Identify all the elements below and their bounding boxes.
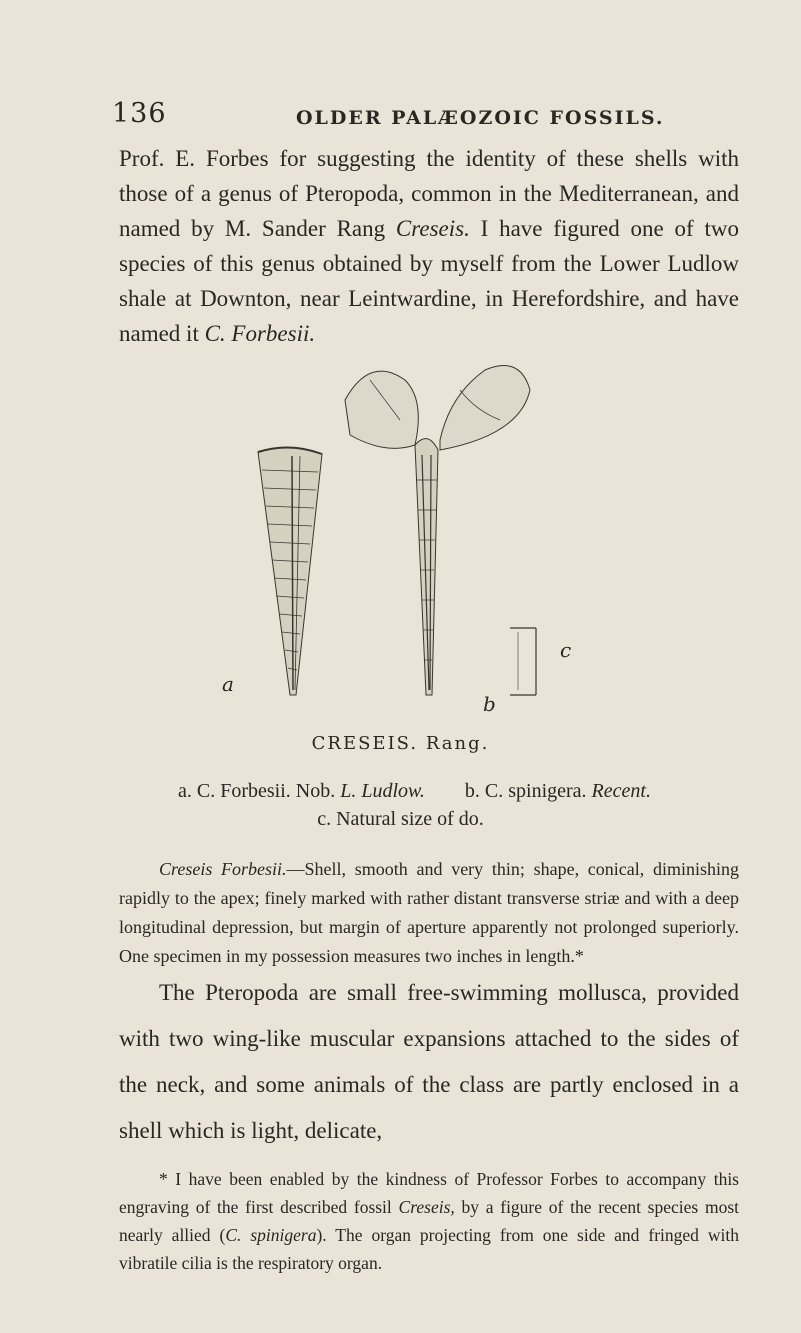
figure-label-c: c: [560, 638, 572, 662]
figure-legend-c: c. Natural size of do.: [317, 808, 484, 830]
footnote-italic-1: Creseis,: [398, 1197, 455, 1217]
page-header: [112, 98, 741, 138]
intro-genus: Creseis.: [395, 216, 470, 241]
description-text: —Shell, smooth and very thin; shape, conical, diminishing rapidly to the apex; finely marked with rather distant transverse striæ and with a deep longitudinal depression, but margin of aperture apparently not prolonged superiorly. One specimen in my possession measures two inches in length.*: [119, 859, 739, 966]
footnote-text-c: ). The organ projecting from one side and fringed with vibratile cilia is the respiratory organ.: [119, 1225, 739, 1273]
intro-text-b: I have figured one of two species of this genus obtained by myself from the Lower Ludlow shale at Downton, near Leintwardine, in Herefordshire, and have named it: [119, 216, 739, 346]
footnote: [119, 1165, 739, 1277]
footnote-text-b: by a figure of the recent species most nearly allied (: [119, 1197, 739, 1245]
legend-b-italic: Recent.: [591, 780, 651, 802]
pteropoda-text: The Pteropoda are small free-swimming mollusca, provided with two wing-like muscular expansions attached to the sides of the neck, and some animals of the class are partly enclosed in a shell which is light, delicate,: [119, 980, 739, 1143]
intro-species: C. Forbesii.: [204, 321, 316, 346]
intro-text-a: Prof. E. Forbes for suggesting the identity of these shells with those of a genus of Pteropoda, common in the Mediterranean, and named by M. Sander Rang: [119, 146, 739, 241]
shell-a-drawing: [258, 447, 322, 695]
intro-paragraph: [119, 141, 739, 351]
shell-engraving: [200, 360, 620, 720]
running-title: OLDER PALÆOZOIC FOSSILS.: [296, 107, 665, 129]
figure-caption-title: CRESEIS. Rang.: [311, 733, 490, 754]
legend-b: b. C. spinigera.: [464, 780, 592, 802]
pteropoda-paragraph: [119, 970, 739, 1154]
figure-legend-ab: [178, 780, 738, 803]
page-number: 136: [112, 98, 167, 129]
creseis-figure: [200, 360, 620, 720]
species-description: [119, 855, 739, 971]
footnote-text-a: * I have been enabled by the kindness of Professor Forbes to accompany this engraving of the first described fossil: [119, 1169, 739, 1217]
shell-c-drawing: [510, 628, 536, 695]
description-name: Creseis Forbesii.: [159, 859, 287, 879]
figure-label-a: a: [222, 672, 234, 696]
legend-a-italic: L. Ludlow.: [340, 780, 425, 802]
footnote-italic-2: C. spinigera: [225, 1225, 317, 1245]
figure-label-b: b: [483, 692, 496, 716]
legend-a-prefix: a. C. Forbesii. Nob.: [178, 780, 341, 802]
shell-b-drawing: [345, 366, 530, 696]
